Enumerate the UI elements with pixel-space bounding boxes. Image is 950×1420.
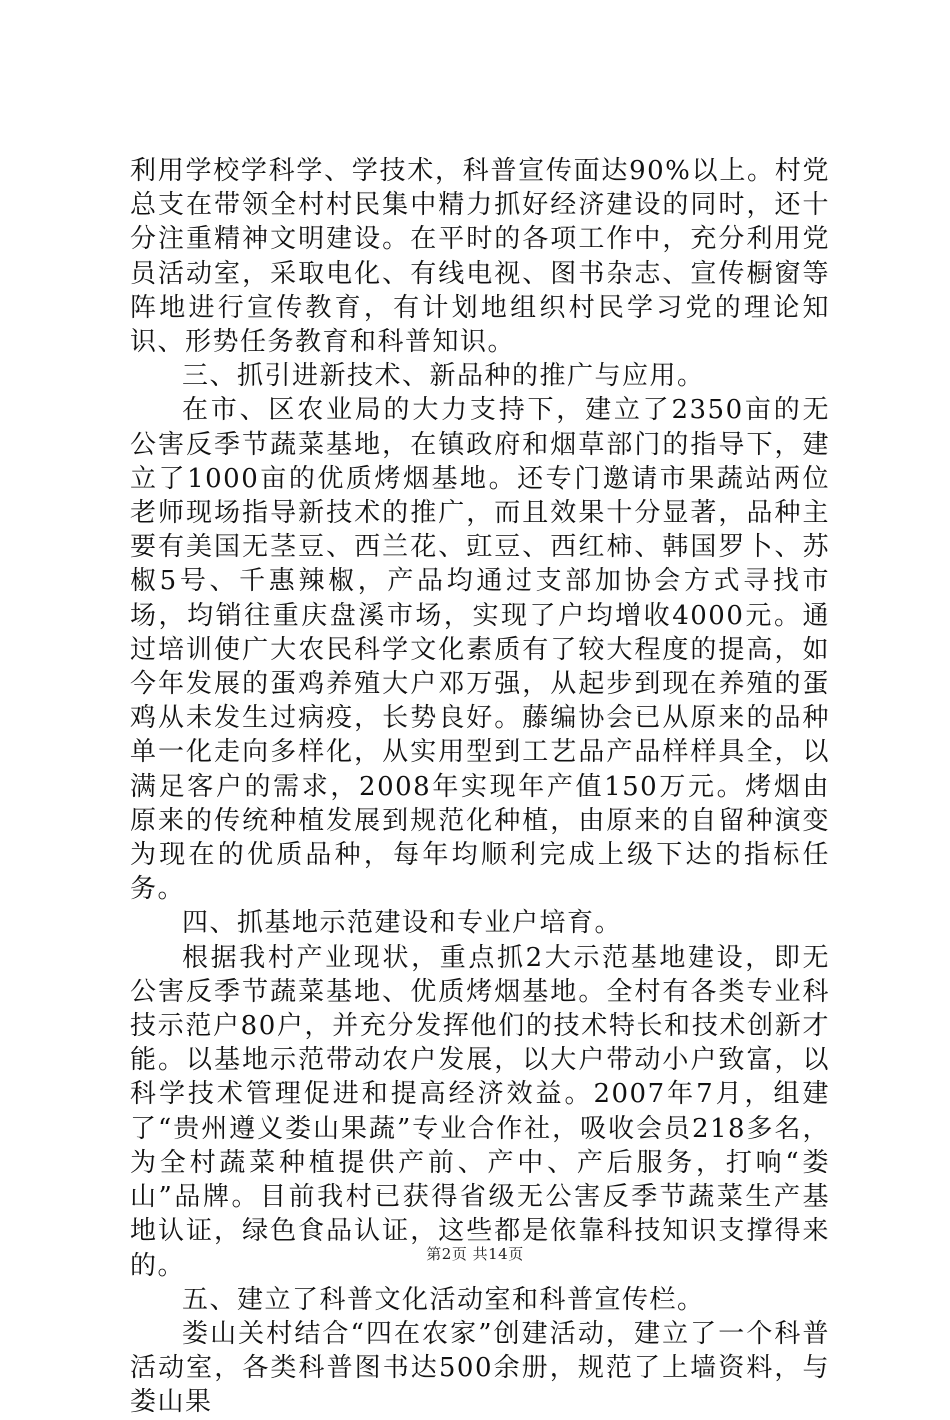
paragraph-science-room: 娄山关村结合“四在农家”创建活动，建立了一个科普活动室，各类科普图书达500余册，规范了上墙资料，与娄山果 [130, 1318, 830, 1418]
paragraph-demo-base: 根据我村产业现状，重点抓2大示范基地建设，即无公害反季节蔬菜基地、优质烤烟基地。全村有各类专业科技示范户80户，并充分发挥他们的技术特长和技术创新才能。以基地示范带动农户发展，以大户带动小户致富，以科学技术管理促进和提高经济效益。2007年7月，组建了“贵州遵义娄山果蔬”专业合作社，吸收会员218多名，为全村蔬菜种植提供产前、产中、产后服务，打响“娄山”品牌。目前我村已获得省级无公害反季节蔬菜生产基地认证，绿色食品认证，这些都是依靠科技知识支撑得来的。 [130, 942, 830, 1281]
section-heading-5: 五、建立了科普文化活动室和科普宣传栏。 [182, 1284, 705, 1315]
paragraph-tech-promotion: 在市、区农业局的大力支持下，建立了2350亩的无公害反季节蔬菜基地，在镇政府和烟草部门的指导下，建立了1000亩的优质烤烟基地。还专门邀请市果蔬站两位老师现场指导新技术的推广，而且效果十分显著，品种主要有美国无茎豆、西兰花、豇豆、西红柿、韩国罗卜、苏椒5号、千惠辣椒，产品均通过支部加协会方式寻找市场，均销往重庆盘溪市场，实现了户均增收4000元。通过培训使广大农民科学文化素质有了较大程度的提高，如今年发展的蛋鸡养殖大户邓万强，从起步到现在养殖的蛋鸡从未发生过病疫，长势良好。藤编协会已从原来的品种单一化走向多样化，从实用型到工艺品产品样样具全，以满足客户的需求，2008年实现年产值150万元。烤烟由原来的传统种植发展到规范化种植，由原来的自留种演变为现在的优质品种，每年均顺利完成上级下达的指标任务。 [130, 395, 830, 905]
section-heading-4: 四、抓基地示范建设和专业户培育。 [182, 908, 623, 939]
page-footer: 第2页 共14页 [426, 1245, 524, 1263]
section-heading-3: 三、抓引进新技术、新品种的推广与应用。 [182, 361, 705, 392]
paragraph-continuation: 利用学校学科学、学技术，科普宣传面达90%以上。村党总支在带领全村村民集中精力抓好经济建设的同时，还十分注重精神文明建设。在平时的各项工作中，充分利用党员活动室，采取电化、有线电视、图书杂志、宣传橱窗等阵地进行宣传教育，有计划地组织村民学习党的理论知识、形势任务教育和科普知识。 [130, 156, 830, 358]
document-body [130, 154, 830, 1420]
